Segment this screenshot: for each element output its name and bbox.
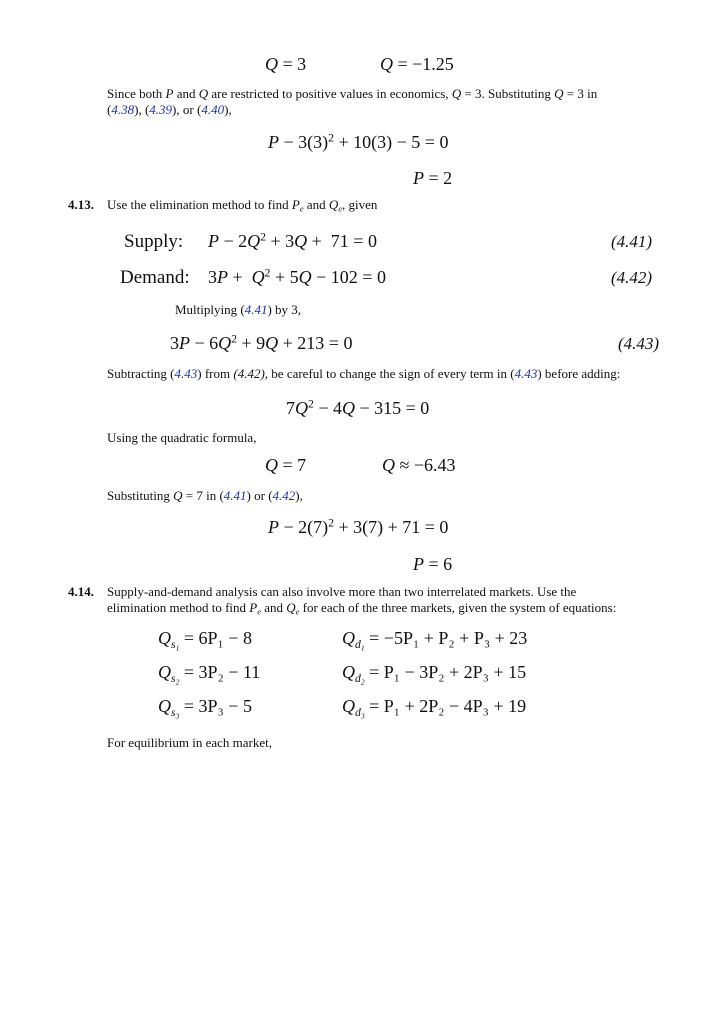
equation-number-4-41: (4.41): [611, 232, 653, 251]
solution-q-negative: Q = −1.25: [380, 54, 454, 74]
eq-ref-link[interactable]: 4.39: [149, 102, 173, 117]
equation-p-substitution: $P - 3(3)^2 + 10(3) - 5 = 0$: [268, 131, 449, 152]
subtracting-text: Subtracting (4.43) from (4.42), be careful to change the sign of every term in (4.43) before adding:: [107, 366, 621, 381]
equation-p-6: P = 6: [413, 554, 453, 574]
multiplying-text: Multiplying (4.41) by 3,: [175, 302, 302, 317]
solution-q-7: Q = 7: [265, 455, 307, 475]
problem-number-4-14: 4.14.: [68, 584, 94, 599]
supply-3-equation: $Q_{s_3} = 3P_3 - 5$: [158, 696, 252, 720]
eq-ref-link[interactable]: 4.41: [223, 488, 247, 503]
demand-equation: $3P + Q^2 + 5Q - 102 = 0$: [208, 266, 386, 287]
equation-4-43: $3P - 6Q^2 + 9Q + 213 = 0$: [170, 332, 353, 353]
demand-label: Demand:: [120, 267, 190, 288]
demand-3-equation: $Q_{d_3} = P_1 + 2P_2 - 4P_3 + 19$: [342, 696, 527, 720]
eq-ref-link[interactable]: 4.43: [514, 366, 538, 381]
eq-ref-link[interactable]: 4.38: [111, 102, 135, 117]
substituting-text: Substituting Q = 7 in (4.41) or (4.42),: [107, 488, 303, 503]
problem-4-14-text: Supply-and-demand analysis can also involve more than two interrelated markets. Use the elimination method to find $P_e$ and $Q_e$ for each of the three markets, given the system of equations:: [107, 584, 617, 617]
quadratic-formula-text: Using the quadratic formula,: [107, 430, 257, 445]
eq-ref-link[interactable]: 4.42: [272, 488, 296, 503]
eq-ref-link[interactable]: 4.43: [174, 366, 198, 381]
eq-ref-link[interactable]: 4.41: [244, 302, 268, 317]
equation-number-4-42: (4.42): [611, 268, 653, 287]
problem-4-13-text: Use the elimination method to find $P_e$ and $Q_e$, given: [107, 197, 378, 214]
solution-q-positive: Q = 3: [265, 54, 307, 74]
equilibrium-text: For equilibrium in each market,: [107, 735, 272, 750]
supply-1-equation: $Q_{s_1} = 6P_1 - 8$: [158, 628, 252, 652]
supply-2-equation: $Q_{s_2} = 3P_2 - 11$: [158, 662, 261, 686]
solution-q-neg: Q ≈ −6.43: [382, 455, 456, 475]
equation-p-7: $P - 2(7)^2 + 3(7) + 71 = 0$: [268, 516, 449, 537]
supply-label: Supply:: [124, 231, 184, 252]
supply-equation: $P - 2Q^2 + 3Q + 71 = 0$: [208, 230, 377, 251]
equation-p-result: P = 2: [413, 168, 453, 188]
demand-2-equation: $Q_{d_2} = P_1 - 3P_2 + 2P_3 + 15$: [342, 662, 527, 686]
paragraph-positive-values: Since both P and Q are restricted to positive values in economics, Q = 3. Substituting Q = 3 in (4.38), (4.39), or (4.40),: [107, 86, 598, 117]
eq-ref-link[interactable]: 4.40: [201, 102, 225, 117]
demand-1-equation: $Q_{d_1} = -5P_1 + P_2 + P_3 + 23$: [342, 628, 528, 652]
quadratic-equation: $7Q^2 - 4Q - 315 = 0$: [286, 397, 430, 418]
equation-number-4-43: (4.43): [618, 334, 660, 353]
problem-number-4-13: 4.13.: [68, 197, 94, 212]
